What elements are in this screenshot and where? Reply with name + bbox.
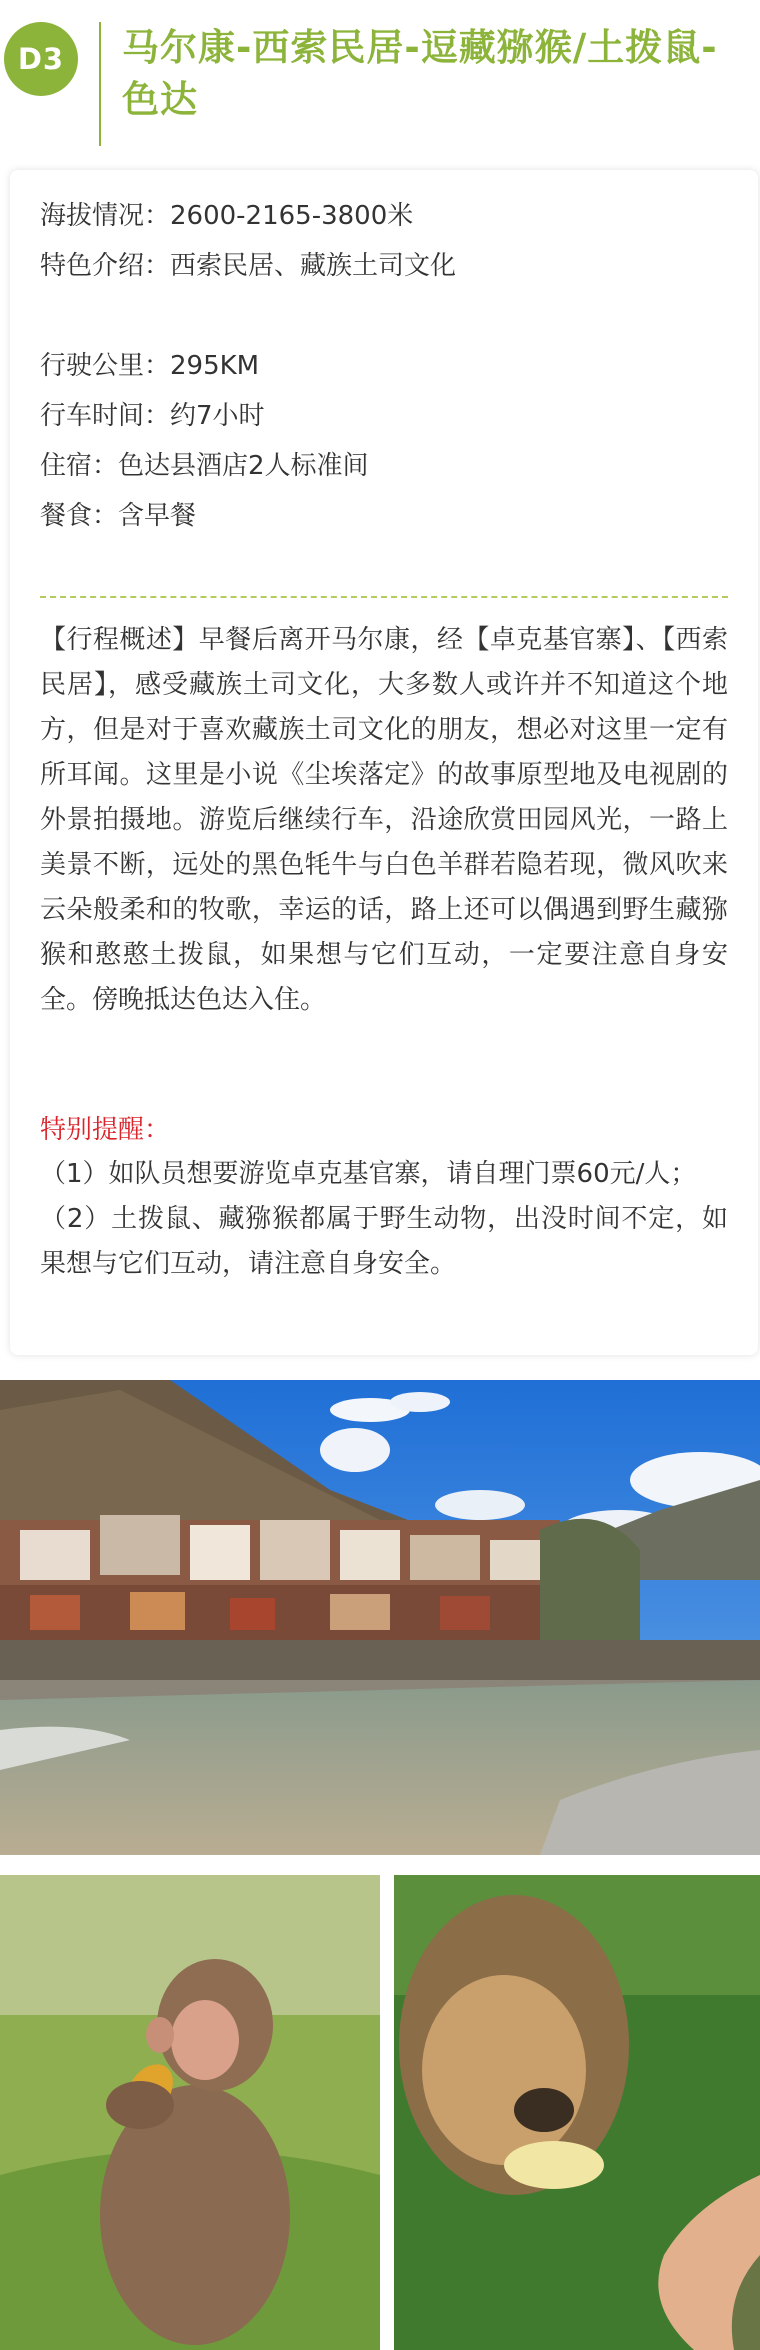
itinerary-overview: 【行程概述】早餐后离开马尔康，经【卓克基官寨】、【西索民居】，感受藏族土司文化，大多数人或许并不知道这个地方，但是对于喜欢藏族土司文化的朋友，想必对这里一定有所耳闻。这里是小说《尘埃落定》的故事原型地及电视剧的外景拍摄地。游览后继续行车，沿途欣赏田园风光，一路上美景不断，远处的黑色牦牛与白色羊群若隐若现，微风吹来云朵般柔和的牧歌，幸运的话，路上还可以偶遇到野生藏猕猴和憨憨土拨鼠，如果想与它们互动，一定要注意自身安全。傍晚抵达色达入住。 [40, 625, 728, 1015]
dashed-divider [40, 596, 728, 598]
reminder-item: （2）土拨鼠、藏猕猴都属于野生动物，出没时间不定，如果想与它们互动，请注意自身安全。 [40, 1204, 728, 1279]
distance-info: 行驶公里：295KM [40, 351, 260, 381]
macaque-photo [0, 1875, 380, 2350]
meals-info: 餐食：含早餐 [40, 501, 197, 531]
reminder-list [40, 1152, 728, 1287]
lodging-info: 住宿：色达县酒店2人标准间 [40, 451, 369, 481]
day-badge: D3 [4, 22, 78, 96]
marmot-photo [394, 1875, 760, 2350]
xisuo-village-photo [0, 1380, 760, 1855]
reminder-title: 特别提醒： [40, 1115, 171, 1145]
reminder-item: （1）如队员想要游览卓克基官寨，请自理门票60元/人； [40, 1159, 697, 1189]
altitude-info: 海拔情况：2600-2165-3800米 [40, 201, 414, 231]
feature-info: 特色介绍：西索民居、藏族土司文化 [40, 251, 457, 281]
header-divider [99, 22, 101, 146]
day-title: 马尔康-西索民居-逗藏猕猴/土拨鼠-色达 [122, 26, 718, 121]
itinerary-card [10, 170, 758, 1355]
drive-time-info: 行车时间：约7小时 [40, 401, 265, 431]
day-header [0, 0, 760, 150]
